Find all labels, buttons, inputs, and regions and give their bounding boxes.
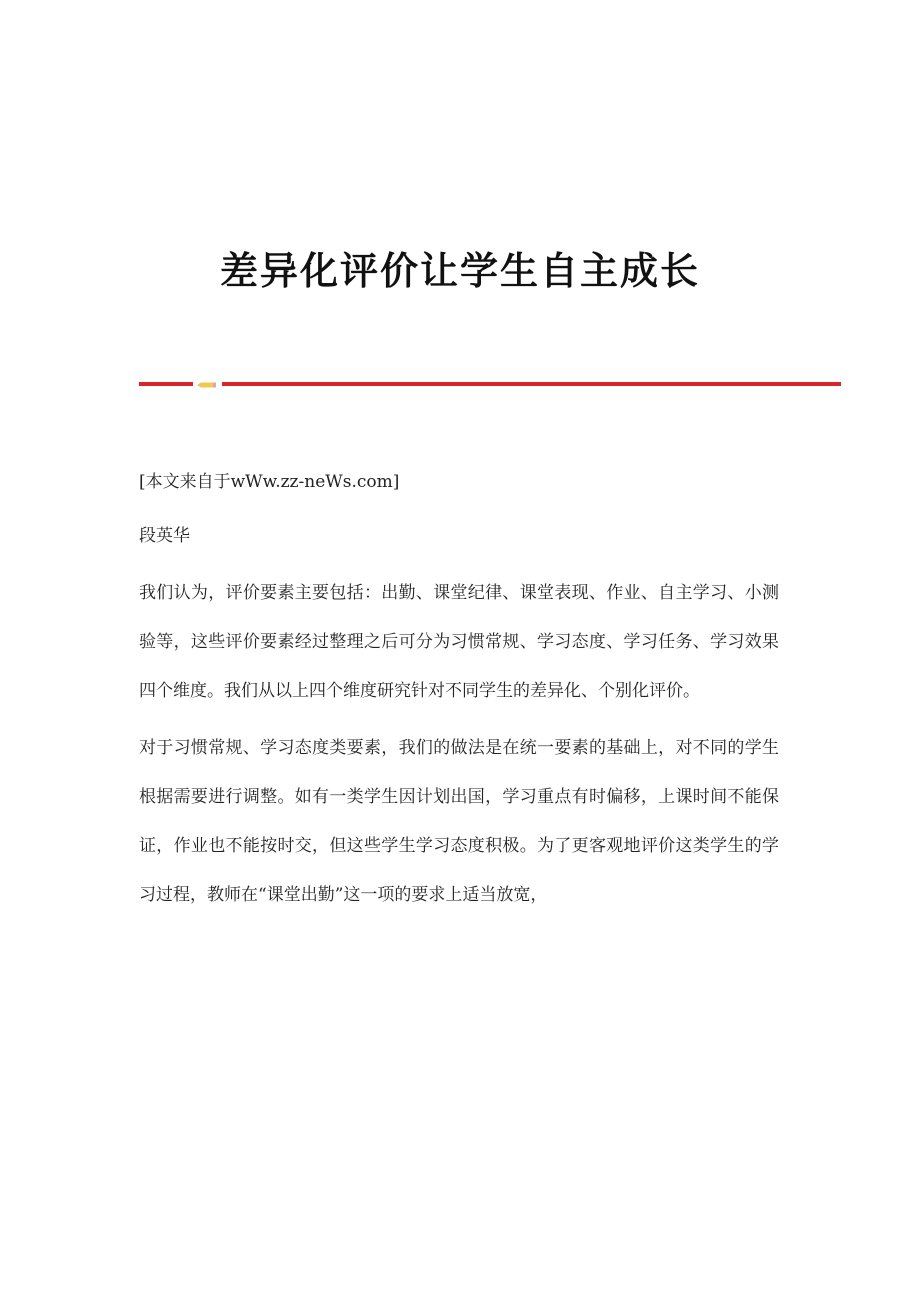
title-divider xyxy=(139,380,841,390)
divider-bar-left xyxy=(139,382,193,386)
source-note: [本文来自于wWw.zz-neWs.com] xyxy=(139,472,400,492)
divider-bar-right xyxy=(222,382,841,386)
pencil-icon xyxy=(197,382,216,388)
document-title: 差异化评价让学生自主成长 xyxy=(219,248,700,294)
paragraph: 我们认为，评价要素主要包括：出勤、课堂纪律、课堂表现、作业、自主学习、小测验等，这些评价要素经过整理之后可分为习惯常规、学习态度、学习任务、学习效果四个维度。我们从以上四个维度研究针对不同学生的差异化、个别化评价。 xyxy=(139,583,779,701)
author-name: 段英华 xyxy=(139,526,190,546)
document-body xyxy=(139,458,779,928)
paragraph: 对于习惯常规、学习态度类要素，我们的做法是在统一要素的基础上，对不同的学生根据需要进行调整。如有一类学生因计划出国，学习重点有时偏移，上课时间不能保证，作业也不能按时交，但这些学生学习态度积极。为了更客观地评价这类学生的学习过程，教师在“课堂出勤”这一项的要求上适当放宽， xyxy=(139,738,779,905)
